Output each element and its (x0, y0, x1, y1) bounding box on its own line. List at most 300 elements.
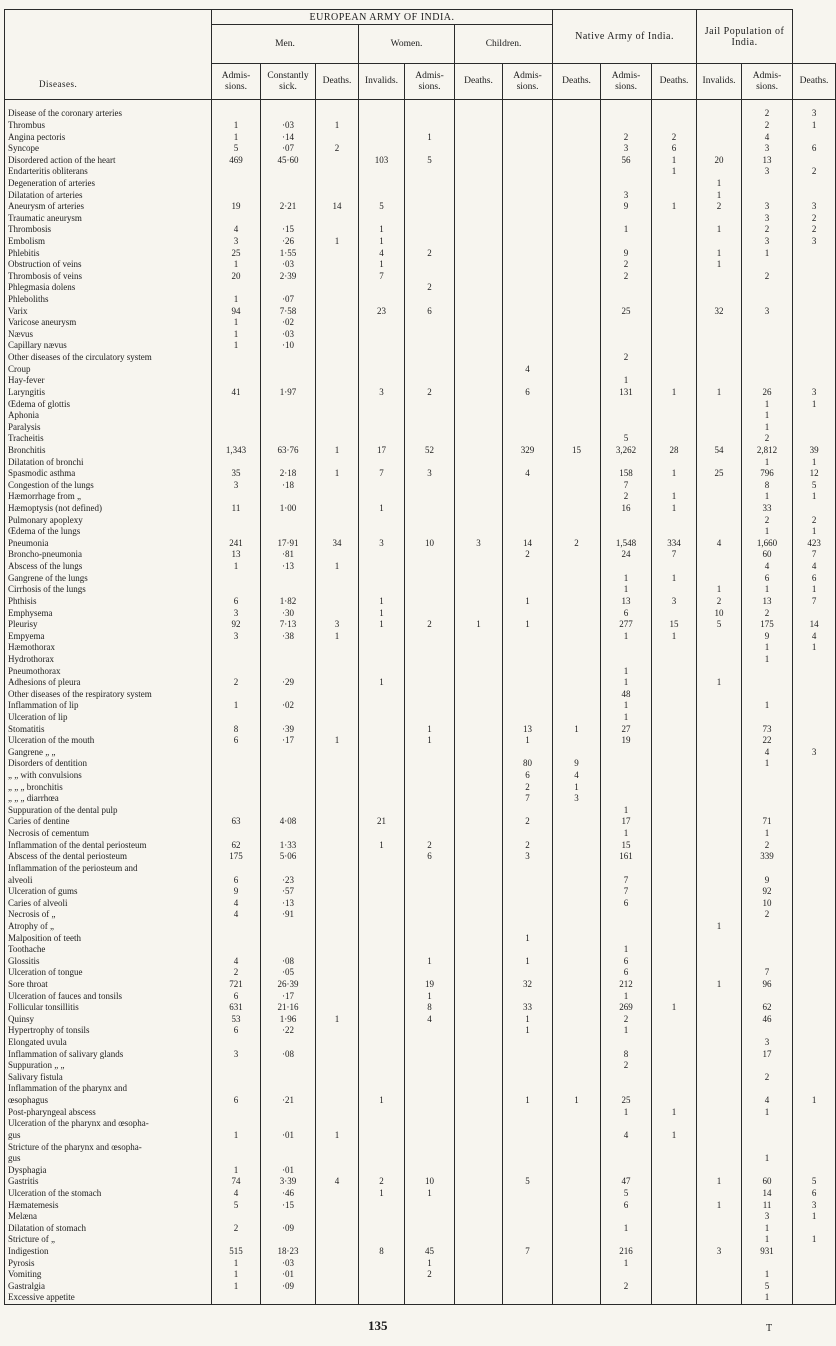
table-cell (503, 561, 553, 573)
table-cell: 19 (405, 979, 455, 991)
table-cell (553, 154, 601, 166)
table-cell (793, 1048, 836, 1060)
disease-name: Gangrene „ „ (5, 747, 212, 759)
table-cell (359, 1141, 405, 1153)
table-cell (652, 305, 697, 317)
table-cell: 4 (742, 561, 793, 573)
table-cell (553, 979, 601, 991)
table-cell (697, 1188, 742, 1200)
table-cell (652, 700, 697, 712)
table-cell (455, 1153, 503, 1165)
disease-name: Other diseases of the respiratory system (5, 688, 212, 700)
table-cell (793, 781, 836, 793)
table-cell (212, 352, 261, 364)
table-cell (316, 688, 359, 700)
table-cell (742, 805, 793, 817)
table-cell (405, 294, 455, 306)
table-cell (316, 1141, 359, 1153)
table-cell (316, 654, 359, 666)
table-cell (455, 108, 503, 120)
table-cell: 1 (553, 1095, 601, 1107)
table-cell (455, 491, 503, 503)
table-cell (553, 642, 601, 654)
table-cell (261, 526, 316, 538)
table-cell: 3 (742, 236, 793, 248)
table-row (5, 375, 836, 387)
table-cell: 6 (793, 143, 836, 155)
table-cell (652, 654, 697, 666)
table-cell (793, 897, 836, 909)
table-cell (652, 805, 697, 817)
table-cell (652, 932, 697, 944)
table-cell (503, 990, 553, 1002)
table-cell (652, 1118, 697, 1130)
table-cell (553, 247, 601, 259)
table-cell (652, 1281, 697, 1293)
table-cell (405, 433, 455, 445)
table-cell (503, 120, 553, 132)
table-cell (359, 921, 405, 933)
table-cell (503, 154, 553, 166)
table-cell (359, 967, 405, 979)
table-row (5, 236, 836, 248)
table-cell: 1 (697, 178, 742, 190)
table-cell (697, 955, 742, 967)
table-cell (359, 1199, 405, 1211)
table-row (5, 596, 836, 608)
table-cell: 2 (742, 1072, 793, 1084)
table-cell (359, 108, 405, 120)
table-cell (793, 688, 836, 700)
table-cell (316, 294, 359, 306)
table-cell (455, 909, 503, 921)
table-cell: 1 (742, 491, 793, 503)
disease-name: Stricture of „ (5, 1234, 212, 1246)
table-cell (455, 224, 503, 236)
table-cell (212, 770, 261, 782)
table-cell (697, 329, 742, 341)
table-cell (742, 189, 793, 201)
table-row (5, 305, 836, 317)
table-cell (652, 979, 697, 991)
table-cell (261, 514, 316, 526)
table-cell: 6 (212, 874, 261, 886)
table-cell (793, 1257, 836, 1269)
table-cell: 14 (793, 619, 836, 631)
table-row (5, 793, 836, 805)
table-cell (697, 990, 742, 1002)
table-cell (405, 1048, 455, 1060)
table-cell (652, 120, 697, 132)
table-cell: ·01 (261, 1269, 316, 1281)
table-cell: 17 (359, 445, 405, 457)
table-cell: 1 (405, 723, 455, 735)
table-cell: 1 (742, 247, 793, 259)
table-cell (316, 979, 359, 991)
table-cell (652, 1292, 697, 1304)
table-cell (601, 770, 652, 782)
table-cell: 1 (697, 979, 742, 991)
table-cell (553, 584, 601, 596)
table-cell (455, 166, 503, 178)
table-cell (455, 677, 503, 689)
table-cell (742, 863, 793, 875)
table-cell: 6 (601, 607, 652, 619)
table-cell (316, 944, 359, 956)
table-cell (316, 990, 359, 1002)
table-cell: 3 (742, 143, 793, 155)
table-cell (405, 166, 455, 178)
table-cell (316, 1048, 359, 1060)
table-cell (455, 654, 503, 666)
table-cell: 721 (212, 979, 261, 991)
table-cell: 2 (503, 839, 553, 851)
table-cell (359, 1130, 405, 1142)
table-cell (503, 282, 553, 294)
table-cell (742, 932, 793, 944)
table-cell (601, 793, 652, 805)
table-row (5, 747, 836, 759)
men-invalids-header: Invalids. (359, 64, 405, 100)
table-cell (316, 932, 359, 944)
table-cell: 33 (503, 1002, 553, 1014)
table-cell: 6 (793, 1188, 836, 1200)
table-cell: 34 (316, 538, 359, 550)
table-cell: 1 (601, 700, 652, 712)
table-row (5, 514, 836, 526)
table-cell (553, 1188, 601, 1200)
table-cell (405, 1199, 455, 1211)
table-cell (455, 445, 503, 457)
table-cell (455, 201, 503, 213)
disease-name: Gangrene of the lungs (5, 572, 212, 584)
table-cell: 9 (553, 758, 601, 770)
table-cell (455, 514, 503, 526)
table-cell (503, 1118, 553, 1130)
table-cell (316, 1037, 359, 1049)
table-row (5, 468, 836, 480)
table-cell (455, 712, 503, 724)
table-cell (697, 166, 742, 178)
table-cell: 8 (359, 1246, 405, 1258)
table-cell: 2 (405, 619, 455, 631)
table-cell: ·22 (261, 1025, 316, 1037)
table-row (5, 1257, 836, 1269)
table-cell (405, 770, 455, 782)
table-cell (405, 456, 455, 468)
table-cell (697, 1281, 742, 1293)
table-cell (601, 561, 652, 573)
table-cell (405, 329, 455, 341)
table-cell: 1 (212, 1269, 261, 1281)
table-cell: 1 (793, 1211, 836, 1223)
table-cell (212, 932, 261, 944)
table-cell (697, 398, 742, 410)
table-cell (316, 712, 359, 724)
table-cell: 35 (212, 468, 261, 480)
table-cell (359, 747, 405, 759)
table-cell: 71 (742, 816, 793, 828)
table-cell: 1 (212, 1164, 261, 1176)
table-cell (601, 1141, 652, 1153)
table-cell: 1 (359, 503, 405, 515)
table-cell (553, 352, 601, 364)
table-cell (316, 154, 359, 166)
table-cell: ·03 (261, 329, 316, 341)
spacer-cell (742, 100, 793, 109)
table-cell (553, 1014, 601, 1026)
table-cell (316, 1002, 359, 1014)
table-cell (261, 178, 316, 190)
table-cell: 5 (212, 1199, 261, 1211)
table-cell (503, 688, 553, 700)
table-row (5, 688, 836, 700)
table-cell (212, 584, 261, 596)
table-cell: 1 (601, 677, 652, 689)
table-cell (553, 932, 601, 944)
table-row (5, 189, 836, 201)
table-cell (553, 712, 601, 724)
table-row (5, 538, 836, 550)
table-row (5, 700, 836, 712)
table-cell: 4 (601, 1130, 652, 1142)
table-cell: 1 (503, 735, 553, 747)
table-cell: 1 (742, 410, 793, 422)
table-cell: 1 (601, 1257, 652, 1269)
table-cell: 3 (793, 1199, 836, 1211)
table-cell (742, 793, 793, 805)
table-cell (261, 491, 316, 503)
table-cell: 3 (359, 538, 405, 550)
table-cell (553, 1176, 601, 1188)
table-cell (793, 1002, 836, 1014)
table-cell (261, 282, 316, 294)
table-cell: 1 (359, 596, 405, 608)
table-cell (405, 108, 455, 120)
table-cell (697, 1037, 742, 1049)
table-cell (405, 201, 455, 213)
table-cell (261, 770, 316, 782)
table-cell: 5 (405, 154, 455, 166)
table-cell (359, 979, 405, 991)
table-cell: 5 (601, 1188, 652, 1200)
table-cell: 4 (793, 630, 836, 642)
table-cell (742, 781, 793, 793)
table-cell: 9 (742, 874, 793, 886)
table-cell (316, 607, 359, 619)
table-cell (405, 340, 455, 352)
table-cell (652, 712, 697, 724)
table-cell (212, 781, 261, 793)
table-cell (503, 166, 553, 178)
table-cell: 15 (652, 619, 697, 631)
table-cell (261, 1292, 316, 1304)
table-cell (316, 108, 359, 120)
table-cell: 13 (601, 596, 652, 608)
table-cell (553, 387, 601, 399)
table-cell (455, 967, 503, 979)
table-cell (261, 1141, 316, 1153)
table-cell: 1 (405, 735, 455, 747)
table-cell (553, 398, 601, 410)
table-cell (553, 805, 601, 817)
table-cell (697, 561, 742, 573)
table-cell: 1 (601, 584, 652, 596)
table-row (5, 723, 836, 735)
table-cell (793, 828, 836, 840)
table-cell (601, 410, 652, 422)
table-cell (697, 1130, 742, 1142)
table-cell (359, 549, 405, 561)
table-cell (359, 1164, 405, 1176)
table-row (5, 363, 836, 375)
table-cell (359, 758, 405, 770)
table-cell: 1 (697, 247, 742, 259)
table-cell: 54 (697, 445, 742, 457)
disease-name: Syncope (5, 143, 212, 155)
table-cell (503, 433, 553, 445)
table-cell (359, 212, 405, 224)
table-cell (359, 352, 405, 364)
table-cell (316, 1072, 359, 1084)
table-cell (316, 340, 359, 352)
table-cell (652, 584, 697, 596)
table-cell (316, 305, 359, 317)
table-cell (261, 1234, 316, 1246)
table-cell (455, 1141, 503, 1153)
spacer-cell (405, 100, 455, 109)
table-cell (405, 363, 455, 375)
table-cell (359, 456, 405, 468)
table-cell (316, 1292, 359, 1304)
table-cell (212, 421, 261, 433)
table-cell (316, 1269, 359, 1281)
table-cell: 1 (316, 445, 359, 457)
table-cell (652, 851, 697, 863)
table-cell: 1 (316, 1014, 359, 1026)
table-cell (455, 735, 503, 747)
table-cell (553, 178, 601, 190)
table-cell (359, 131, 405, 143)
table-cell: 1 (601, 712, 652, 724)
table-row (5, 665, 836, 677)
table-cell: 1 (601, 572, 652, 584)
table-cell (455, 178, 503, 190)
table-cell (212, 526, 261, 538)
table-cell (405, 863, 455, 875)
table-cell: 1 (601, 665, 652, 677)
table-cell: 1 (503, 619, 553, 631)
table-cell: 1 (697, 1199, 742, 1211)
table-cell (405, 143, 455, 155)
table-cell (212, 398, 261, 410)
table-cell (405, 781, 455, 793)
table-cell: 10 (742, 897, 793, 909)
table-cell (316, 212, 359, 224)
table-cell (553, 433, 601, 445)
table-cell (455, 990, 503, 1002)
table-cell (455, 1037, 503, 1049)
table-cell (793, 735, 836, 747)
table-cell: 8 (601, 1048, 652, 1060)
table-cell (601, 108, 652, 120)
table-cell (455, 1118, 503, 1130)
table-cell (261, 665, 316, 677)
table-cell (316, 491, 359, 503)
table-row (5, 572, 836, 584)
table-cell (697, 514, 742, 526)
table-cell (316, 247, 359, 259)
disease-name: Hæmatemesis (5, 1199, 212, 1211)
table-cell: 1 (742, 421, 793, 433)
table-cell (316, 480, 359, 492)
table-cell (742, 944, 793, 956)
table-cell (652, 839, 697, 851)
table-cell (553, 1118, 601, 1130)
table-cell (212, 282, 261, 294)
table-cell (553, 619, 601, 631)
spacer-cell (316, 100, 359, 109)
table-cell: 3 (742, 201, 793, 213)
table-cell (316, 1083, 359, 1095)
children-header: Children. (455, 25, 553, 64)
table-cell: 1 (652, 166, 697, 178)
table-cell (455, 897, 503, 909)
table-cell (601, 317, 652, 329)
table-cell (316, 921, 359, 933)
table-cell (553, 363, 601, 375)
table-cell (553, 700, 601, 712)
table-row (5, 1199, 836, 1211)
table-cell: 10 (697, 607, 742, 619)
table-row (5, 294, 836, 306)
table-row (5, 1234, 836, 1246)
table-cell (793, 909, 836, 921)
table-cell (455, 688, 503, 700)
table-cell (455, 143, 503, 155)
table-cell (793, 271, 836, 283)
table-cell (316, 1025, 359, 1037)
disease-name: Varicose aneurysm (5, 317, 212, 329)
table-cell (405, 410, 455, 422)
table-cell (697, 143, 742, 155)
table-cell: 1 (601, 1223, 652, 1235)
table-cell (405, 886, 455, 898)
table-cell (553, 874, 601, 886)
disease-name: Dilatation of stomach (5, 1223, 212, 1235)
disease-name: Malposition of teeth (5, 932, 212, 944)
table-cell: 33 (742, 503, 793, 515)
table-cell (652, 317, 697, 329)
table-cell: 2 (793, 224, 836, 236)
table-cell (261, 433, 316, 445)
table-cell (212, 1153, 261, 1165)
table-cell: 6 (601, 897, 652, 909)
table-cell (212, 212, 261, 224)
table-cell (316, 897, 359, 909)
disease-name: Ulceration of gums (5, 886, 212, 898)
table-cell (742, 178, 793, 190)
table-cell (359, 282, 405, 294)
table-cell (359, 805, 405, 817)
table-cell: 1 (601, 1025, 652, 1037)
table-cell: 1 (503, 1014, 553, 1026)
table-cell (503, 805, 553, 817)
table-row (5, 1002, 836, 1014)
table-cell (212, 456, 261, 468)
table-cell (601, 421, 652, 433)
table-cell (793, 677, 836, 689)
